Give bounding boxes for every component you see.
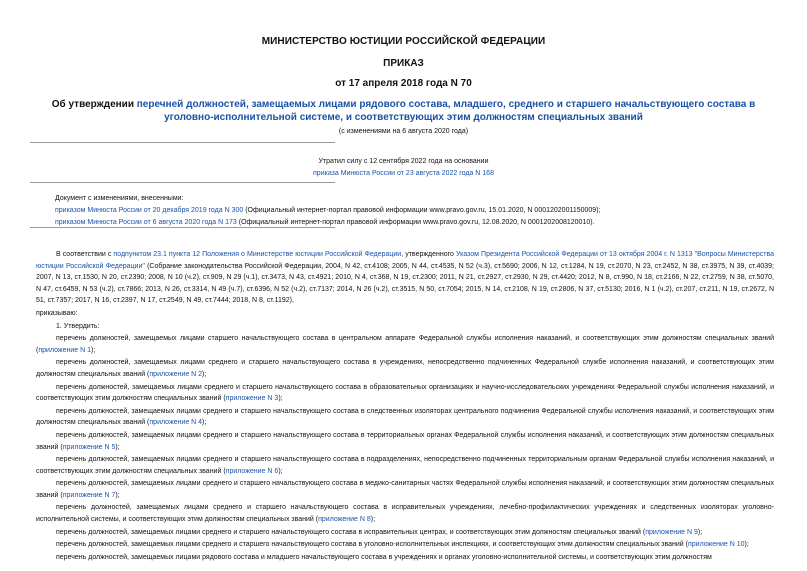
divider: [30, 142, 335, 143]
list-item: перечень должностей, замещаемых лицами среднего и старшего начальствующего состава в территориальных органах Федеральной службы исполнения наказаний, и соответствующих этим должностям специальных званий (приложение N 5);: [36, 431, 774, 451]
appendix-link[interactable]: приложение N 3: [225, 395, 279, 403]
appendix-link[interactable]: приложение N 7: [62, 491, 116, 499]
changes-heading: Документ с изменениями, внесенными:: [55, 195, 184, 202]
lost-force-note: [250, 156, 557, 180]
appendix-link[interactable]: приложение N 1: [38, 346, 91, 354]
list-item: перечень должностей, замещаемых лицами среднего и старшего начальствующего состава в уголовно-исполнительных инспекциях, и соответствующих этим должностям специальных званий (приложение N 10);: [56, 541, 749, 549]
title-link[interactable]: перечней должностей, замещаемых лицами рядового состава, младшего, среднего и старшего начальствующего состава в уголовно-исполнительной системе, и соответствующих этим должностям специальных званий: [136, 99, 756, 123]
order-word: приказываю:: [36, 309, 78, 317]
appendix-link[interactable]: приложение N 2: [149, 370, 203, 378]
list-item: перечень должностей, замещаемых лицами среднего и старшего начальствующего состава в исправительных учреждениях, лечебно-профилактических учреждениях и следственных изоляторах уголовно-исполнительной системы, и соответствующих этим должностям специальных званий (приложение N 8);: [36, 504, 774, 524]
intro-paragraph: В соответствии с подпунктом 23.1 пункта 12 Положения о Министерстве юстиции Российской Федерации, утвержденного Указом Президента Российской Федерации от 13 октября 2004 г. N 1313 "Вопросы Министерства юстиции Российской Федерации" (Собрание законодательства Российской Федерации, 2004, N 42, ст.4108; 2005, N 44, ст.4535, N 52 (ч.3), ст.5690; 2006, N 12, ст.1284, N 19, ст.2070, N 23, ст.2452, N 38, ст.3975, N 39, ст.4039; 2007, N 13, ст.1530, N 20, ст.2390; 2008, N 10 (ч.2), ст.909, N 29 (ч.1), ст.3473, N 43, ст.4921; 2010, N 4, ст.368, N 19, ст.2300; 2011, N 21, ст.2927, ст.2930, N 29, ст.4420; 2012, N 8, ст.990, N 18, ст.2166, N 22, ст.2759, N 38, ст.5070, N 47, ст.6459, N 53 (ч.2), ст.7866; 2013, N 26, ст.3314, N 49 (ч.7), ст.6396, N 52 (ч.2), ст.7137; 2014, N 26 (ч.2), ст.3515, N 50, ст.7054; 2015, N 14, ст.2108, N 19, ст.2806, N 37, ст.5130; 2016, N 1 (ч.2), ст.207, ст.211, N 19, ст.2672, N 51, ст.7357; 2017, N 16, ст.2397, N 17, ст.2549, N 49, ст.7444; 2018, N 8, ст.1192),: [36, 251, 775, 305]
regulation-link[interactable]: подпунктом 23.1 пункта 12 Положения о Министерстве юстиции Российской Федерации: [113, 251, 402, 258]
appendix-link[interactable]: приложение N 8: [318, 516, 371, 524]
decree-link[interactable]: Указом Президента Российской Федерации от 13 октября 2004 г. N 1313 "Вопросы Министерства юстиции Российской Федерации": [36, 251, 774, 270]
changes-block: [55, 193, 755, 229]
ministry-heading: МИНИСТЕРСТВО ЮСТИЦИИ РОССИЙСКОЙ ФЕДЕРАЦИИ: [261, 36, 546, 47]
document-title: [50, 98, 757, 124]
amendment-note: (с изменениями на 6 августа 2020 года): [338, 128, 469, 135]
document-number-date: от 17 апреля 2018 года N 70: [335, 78, 472, 89]
lost-force-link[interactable]: приказа Минюста России от 23 августа 2022 года N 168: [313, 170, 494, 177]
change-link[interactable]: приказом Минюста России от 20 декабря 2019 года N 300: [55, 207, 244, 214]
title-prefix: Об утверждении: [51, 99, 137, 110]
list-item: перечень должностей, замещаемых лицами среднего и старшего начальствующего состава в медико-санитарных частях Федеральной службы исполнения наказаний, и соответствующих этим должностям специальных званий (приложение N 7);: [36, 480, 774, 499]
document-type: ПРИКАЗ: [383, 58, 424, 69]
list-item: перечень должностей, замещаемых лицами рядового состава и младшего начальствующего состава в учреждениях и органах уголовно-исполнительной системы, и соответствующих этим должностям: [56, 553, 712, 561]
divider: [30, 182, 335, 183]
appendix-link[interactable]: приложение N 4: [149, 419, 203, 427]
appendix-link[interactable]: приложение N 9: [645, 528, 698, 536]
appendix-link[interactable]: приложение N 5: [62, 443, 116, 451]
appendix-link[interactable]: приложение N 6: [225, 467, 279, 475]
list-item: перечень должностей, замещаемых лицами среднего и старшего начальствующего состава в образовательных организациях и научно-исследовательских учреждениях Федеральной службы исполнения наказаний, и соответствующих этим должностям специальных званий (приложение N 3);: [36, 383, 774, 403]
divider: [30, 227, 335, 228]
list-item: перечень должностей, замещаемых лицами старшего начальствующего состава в центральном аппарате Федеральной службы исполнения наказаний, и соответствующих этим должностям специальных званий (приложение N 1);: [36, 335, 774, 354]
lost-force-text: Утратил силу с 12 сентября 2022 года на основании: [318, 158, 489, 165]
list-item: перечень должностей, замещаемых лицами среднего и старшего начальствующего состава в следственных изоляторах центрального подчинения Федеральной службы исполнения наказаний, и соответствующих этим должностям специальных званий (приложение N 4);: [36, 407, 774, 427]
approve-heading: 1. Утвердить:: [56, 322, 100, 330]
changes-item: приказом Минюста России от 6 августа 2020 года N 173 (Официальный интернет-портал правовой информации www.pravo.gov.ru, 12.08.2020, N 0001202008120010).: [55, 219, 595, 226]
list-item: перечень должностей, замещаемых лицами среднего и старшего начальствующего состава в подразделениях, непосредственно подчиненных территориальным органам Федеральной службы исполнения наказаний, и соответствующих этим должностям специальных званий (приложение N 6);: [36, 456, 774, 475]
list-item: перечень должностей, замещаемых лицами среднего и старшего начальствующего состава в учреждениях, непосредственно подчиненных Федеральной службе исполнения наказаний, и соответствующих этим должностям специальных званий (приложение N 2);: [36, 359, 774, 378]
document-body: [36, 249, 774, 563]
appendix-link[interactable]: приложение N 10: [687, 541, 745, 549]
list-item: перечень должностей, замещаемых лицами среднего и старшего начальствующего состава в исправительных центрах, и соответствующих этим должностям специальных званий (приложение N 9);: [56, 528, 703, 536]
changes-item: приказом Минюста России от 20 декабря 2019 года N 300 (Официальный интернет-портал правовой информации www.pravo.gov.ru, 15.01.2020, N 0001202001150009);: [55, 207, 601, 214]
change-link[interactable]: приказом Минюста России от 6 августа 2020 года N 173: [55, 219, 237, 226]
